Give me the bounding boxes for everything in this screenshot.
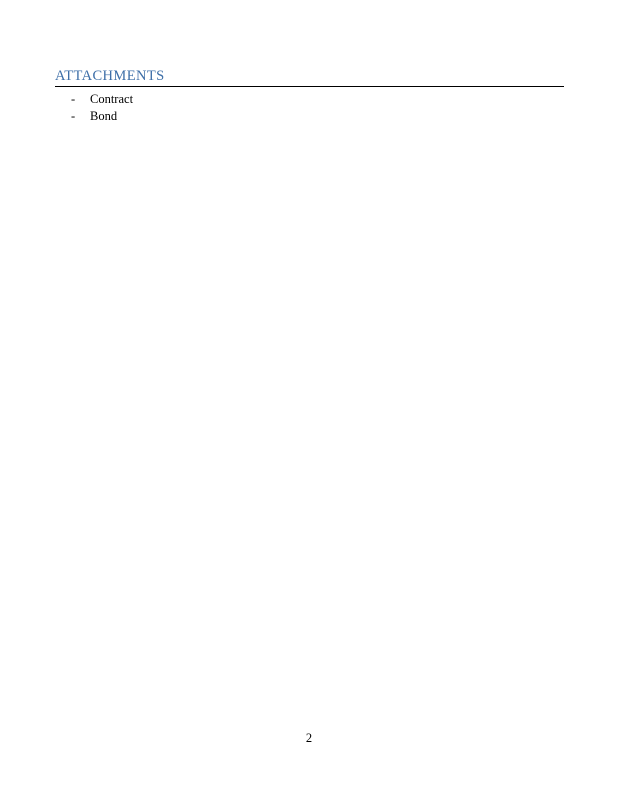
list-item bbox=[71, 108, 133, 125]
list-item-label: Contract bbox=[90, 92, 134, 106]
dash-bullet: - bbox=[71, 92, 76, 106]
list-item bbox=[71, 91, 133, 108]
attachments-list bbox=[71, 91, 133, 125]
heading-underline-rule bbox=[55, 86, 564, 87]
page-number: 2 bbox=[305, 731, 313, 745]
list-item-label: Bond bbox=[90, 109, 118, 123]
section-heading-attachments: ATTACHMENTS bbox=[55, 68, 165, 84]
dash-bullet: - bbox=[71, 109, 76, 123]
page-footer bbox=[0, 732, 618, 744]
